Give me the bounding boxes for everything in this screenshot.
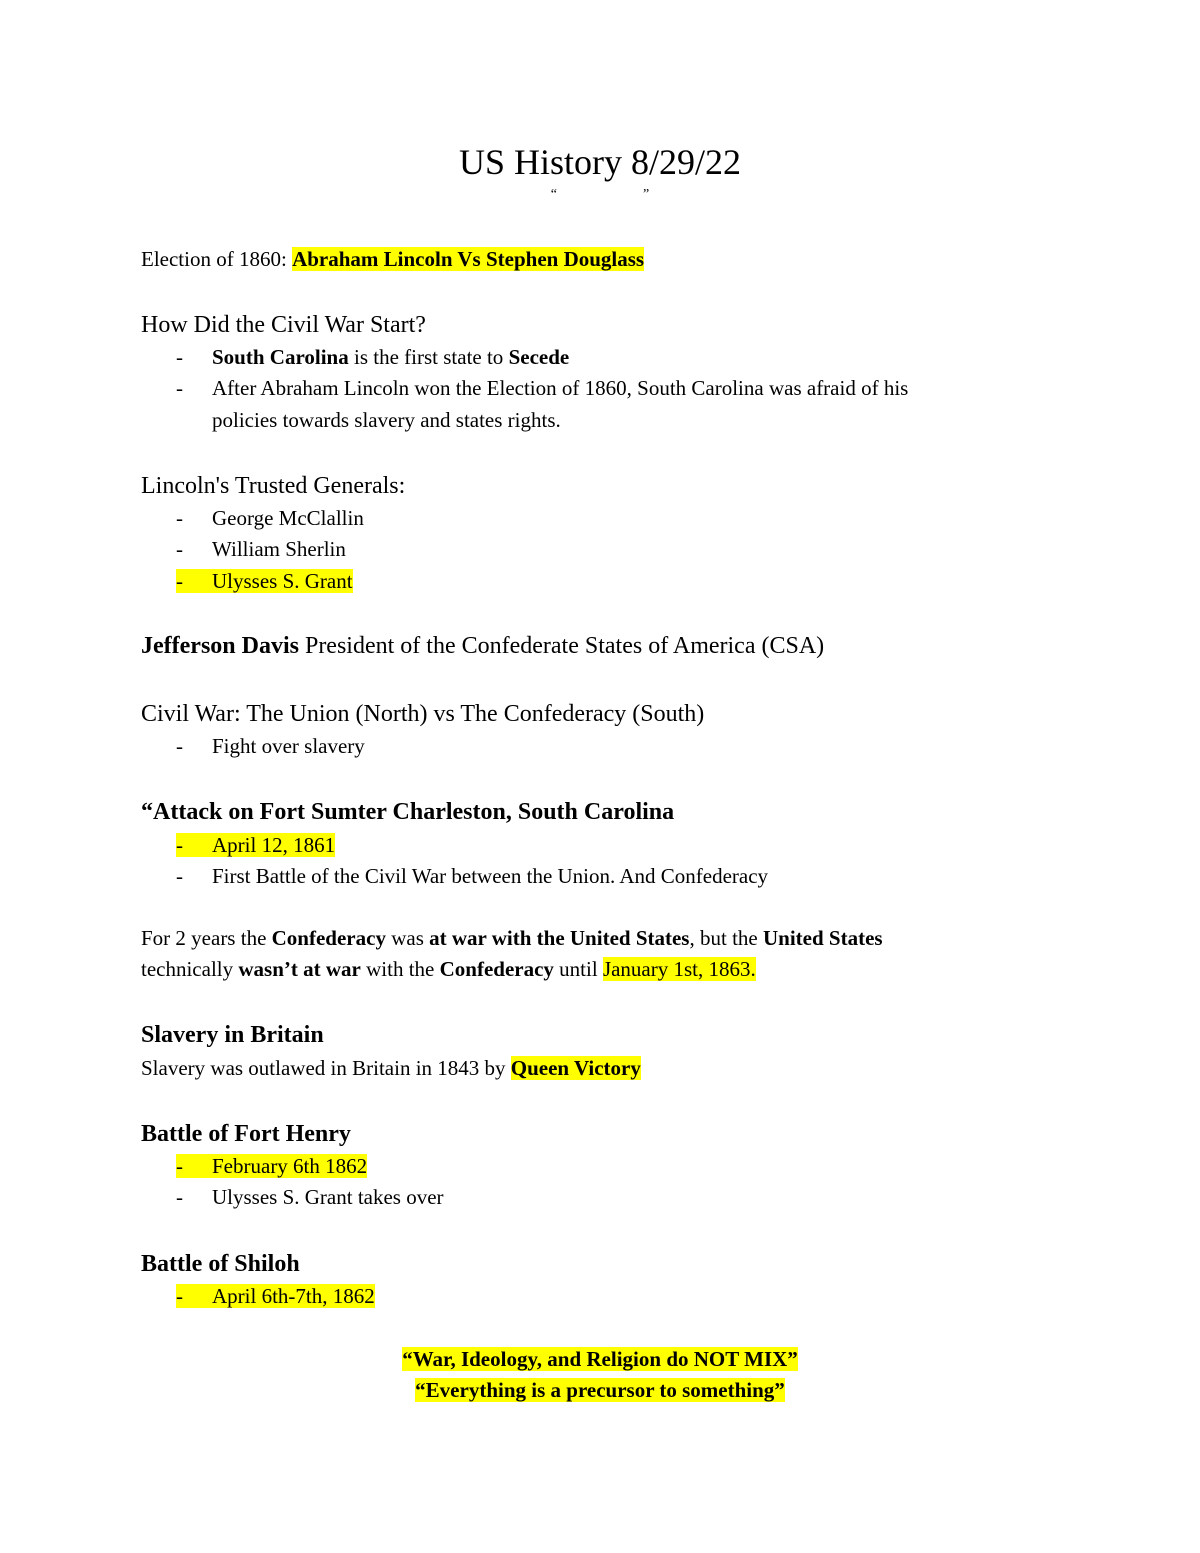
- closing-quote-1: [0, 1344, 1200, 1374]
- election-label: Election of 1860:: [141, 247, 293, 271]
- queen-victory-highlight: Queen Victory: [510, 1056, 641, 1080]
- first-state-text: is the first state to: [348, 345, 509, 369]
- election-line: [141, 244, 644, 274]
- bold-run: at war with the United States: [429, 926, 690, 950]
- davis-text: President of the Confederate States of America (CSA): [298, 633, 825, 659]
- bullet-dash: -: [176, 833, 183, 857]
- list-item: [176, 534, 346, 564]
- fort-sumter-heading: “Attack on Fort Sumter Charleston, South Carolina: [141, 799, 675, 825]
- list-item: [176, 861, 768, 891]
- list-item: [176, 1151, 367, 1181]
- list-item-text: Ulysses S. Grant takes over: [212, 1185, 444, 1209]
- bullet-dash: -: [176, 1154, 183, 1178]
- list-item: [176, 731, 365, 761]
- generals-heading: Lincoln's Trusted Generals:: [141, 473, 406, 499]
- davis-line: [141, 630, 824, 662]
- britain-text-line: [141, 1053, 641, 1083]
- list-item: [176, 830, 335, 860]
- list-item: [176, 342, 569, 372]
- civil-war-heading: Civil War: The Union (North) vs The Confederacy (South): [141, 701, 705, 727]
- text-run: with the: [360, 957, 440, 981]
- bullet-dash: -: [176, 1185, 183, 1209]
- list-item: [176, 503, 364, 533]
- general-name: George McClallin: [212, 506, 364, 530]
- lincoln-won-text: After Abraham Lincoln won the Election of 1860, South Carolina was afraid of his: [212, 376, 909, 400]
- bullet-dash: -: [176, 506, 183, 530]
- text-run: For 2 years the: [141, 926, 272, 950]
- highlighted-date: January 1st, 1863.: [602, 957, 756, 981]
- list-item: [176, 566, 353, 596]
- shiloh-heading: Battle of Shiloh: [141, 1251, 300, 1277]
- closing-quote-2-text: “Everything is a precursor to something”: [415, 1378, 785, 1402]
- bold-run: United States: [762, 926, 883, 950]
- list-item-text: February 6th 1862: [212, 1154, 368, 1178]
- empty-quote-marks: [0, 186, 1200, 204]
- list-item-text: April 6th-7th, 1862: [212, 1284, 375, 1308]
- south-carolina-bold: South Carolina: [212, 345, 349, 369]
- bold-run: Confederacy: [439, 957, 554, 981]
- jefferson-davis-bold: Jefferson Davis: [141, 633, 299, 659]
- closing-quote-1-text: “War, Ideology, and Religion do NOT MIX”: [402, 1347, 798, 1371]
- secede-bold: Secede: [508, 345, 570, 369]
- bold-run: wasn’t at war: [238, 957, 361, 981]
- bold-run: Confederacy: [271, 926, 386, 950]
- bullet-dash: -: [176, 537, 183, 561]
- bullet-dash: -: [176, 734, 183, 758]
- text-run: technically: [141, 957, 239, 981]
- page-title: US History 8/29/22: [458, 142, 742, 182]
- list-item: [176, 373, 908, 403]
- election-candidates: Abraham Lincoln Vs Stephen Douglass: [292, 247, 645, 271]
- two-years-paragraph-line2: [141, 954, 756, 984]
- bullet-dash: -: [176, 864, 183, 888]
- list-item: [176, 1281, 375, 1311]
- britain-text: Slavery was outlawed in Britain in 1843 by: [141, 1056, 511, 1080]
- text-run: until: [553, 957, 603, 981]
- bullet-dash: -: [176, 569, 183, 593]
- britain-heading: Slavery in Britain: [141, 1022, 324, 1048]
- two-years-paragraph-line1: [141, 923, 883, 953]
- bullet-dash: -: [176, 345, 183, 369]
- fort-henry-heading: Battle of Fort Henry: [141, 1121, 351, 1147]
- list-item-text: April 12, 1861: [212, 833, 336, 857]
- text-run: was: [385, 926, 430, 950]
- civil-war-start-heading: How Did the Civil War Start?: [141, 312, 426, 338]
- text-run: , but the: [689, 926, 763, 950]
- list-item-text: First Battle of the Civil War between the Union. And Confederacy: [212, 864, 769, 888]
- bullet-dash: -: [176, 1284, 183, 1308]
- open-quote: “: [550, 187, 557, 202]
- list-item: [176, 1182, 444, 1212]
- general-name: Ulysses S. Grant: [212, 569, 353, 593]
- bullet-dash: -: [176, 376, 183, 400]
- closing-quote-2: [0, 1375, 1200, 1405]
- general-name: William Sherlin: [212, 537, 346, 561]
- list-item-text: Fight over slavery: [212, 734, 365, 758]
- list-item-continuation: policies towards slavery and states rights.: [212, 408, 561, 432]
- close-quote: ”: [643, 187, 650, 202]
